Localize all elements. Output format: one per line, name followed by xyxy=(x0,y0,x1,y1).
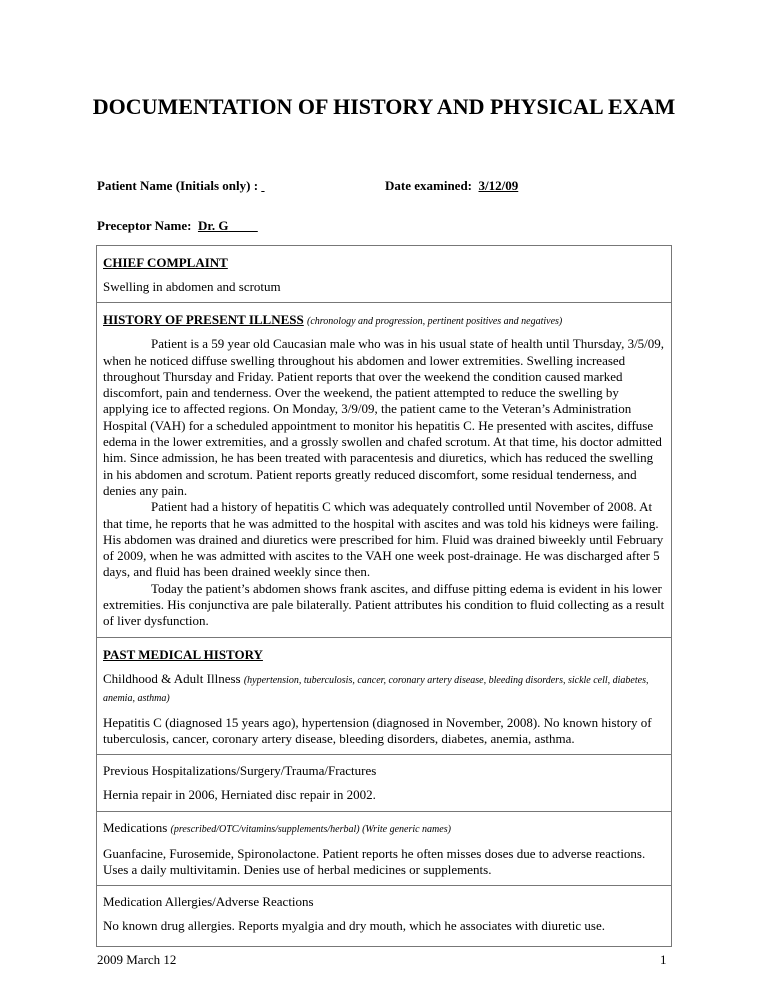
medications-text: Guanfacine, Furosemide, Spironolactone. Patient reports he often misses doses due to adverse reactions. Uses a daily multivitamin. Denies use of herbal medicines or supplements. xyxy=(103,845,646,877)
footer-date: 2009 March 12 xyxy=(97,952,177,967)
chief-complaint-heading: CHIEF COMPLAINT xyxy=(103,255,228,270)
allergies-label: Medication Allergies/Adverse Reactions xyxy=(103,894,314,910)
date-examined-field xyxy=(385,178,518,194)
date-value: 3/12/09 xyxy=(478,178,519,193)
hpi-hint: (chronology and progression, pertinent positives and negatives) xyxy=(307,316,563,328)
patient-name-field xyxy=(97,178,273,194)
preceptor-value: Dr. G xyxy=(197,218,229,233)
hpi-paragraph: Patient is a 59 year old Caucasian male who was in his usual state of health until Thursday, 3/5/09, when he noticed diffuse swelling throughout his abdomen and lower extremities. Swelling increased throughout Thursday and Friday. Patient reports that over the weekend the condition caused marked discomfort, pain and tenderness. Over the weekend, the patient attempted to reduce the swelling by applying ice to affected regions. On Monday, 3/9/09, the patient came to the Veteran’s Administration Hospital (VAH) for a scheduled appointment to monitor his hepatitis C. He presented with ascites, diffuse edema in the lower extremities, and a grossly swollen and chafed scrotum. At that time, his doctor admitted him. Since admission, he has been treated with paracentesis and diuretics, which has reduced the swelling in his abdomen and scrotum. Patient reports greatly reduced discomfort, some residual tenderness, and denies any pain. xyxy=(103,336,665,498)
hospitalizations-section xyxy=(97,754,671,810)
history-table xyxy=(96,245,672,947)
hpi-section xyxy=(97,302,671,636)
hpi-heading: HISTORY OF PRESENT ILLNESS xyxy=(103,312,304,328)
page-number: 1 xyxy=(660,952,667,967)
preceptor-label: Preceptor Name: xyxy=(97,218,192,233)
hospitalizations-label: Previous Hospitalizations/Surgery/Trauma/Fractures xyxy=(103,763,377,779)
chief-complaint-text: Swelling in abdomen and scrotum xyxy=(103,279,281,294)
patient-name-label: Patient Name (Initials only) : xyxy=(97,178,259,193)
hpi-paragraph: Today the patient’s abdomen shows frank ascites, and diffuse pitting edema is evident in his lower extremities. His conjunctiva are pale bilaterally. Patient attributes his condition to fluid collecting as a result of liver dysfunction. xyxy=(103,580,665,629)
document-title: DOCUMENTATION OF HISTORY AND PHYSICAL EXAM xyxy=(92,94,676,119)
chief-complaint-section xyxy=(97,246,671,302)
date-label: Date examined: xyxy=(385,178,473,193)
pmh-heading-section xyxy=(97,637,671,755)
preceptor-field xyxy=(97,218,258,234)
illness-hint: (hypertension, tuberculosis, cancer, coronary artery disease, bleeding disorders, sickle cell, diabetes, anemia, asthma) xyxy=(103,674,649,704)
pmh-heading: PAST MEDICAL HISTORY xyxy=(103,646,263,662)
allergies-text: No known drug allergies. Reports myalgia and dry mouth, which he associates with diuretic use. xyxy=(103,918,605,934)
medications-hint: (prescribed/OTC/vitamins/supplements/herbal) (Write generic names) xyxy=(170,823,451,835)
allergies-section xyxy=(97,885,671,946)
hospitalizations-text: Hernia repair in 2006, Herniated disc repair in 2002. xyxy=(103,787,376,803)
medications-section xyxy=(97,811,671,886)
hpi-paragraph: Patient had a history of hepatitis C which was adequately controlled until November of 2008. At that time, he reports that he was admitted to the hospital with ascites and was told his kidneys were failing. His abdomen was drained and diuretics were prescribed for him. Fluid was drained biweekly until February of 2009, when he was admitted with ascites to the VAH one week post-drainage. He was discharged after 5 days, and fluid has been drained weekly since then. xyxy=(103,499,664,580)
illness-text: Hepatitis C (diagnosed 15 years ago), hypertension (diagnosed in November, 2008). No known history of tuberculosis, cancer, coronary artery disease, bleeding disorders, diabetes, anemia, asthma. xyxy=(103,714,652,746)
patient-name-value xyxy=(261,178,273,194)
medications-label: Medications xyxy=(103,819,168,835)
illness-label-row xyxy=(103,671,665,707)
illness-label: Childhood & Adult Illness xyxy=(103,670,241,686)
